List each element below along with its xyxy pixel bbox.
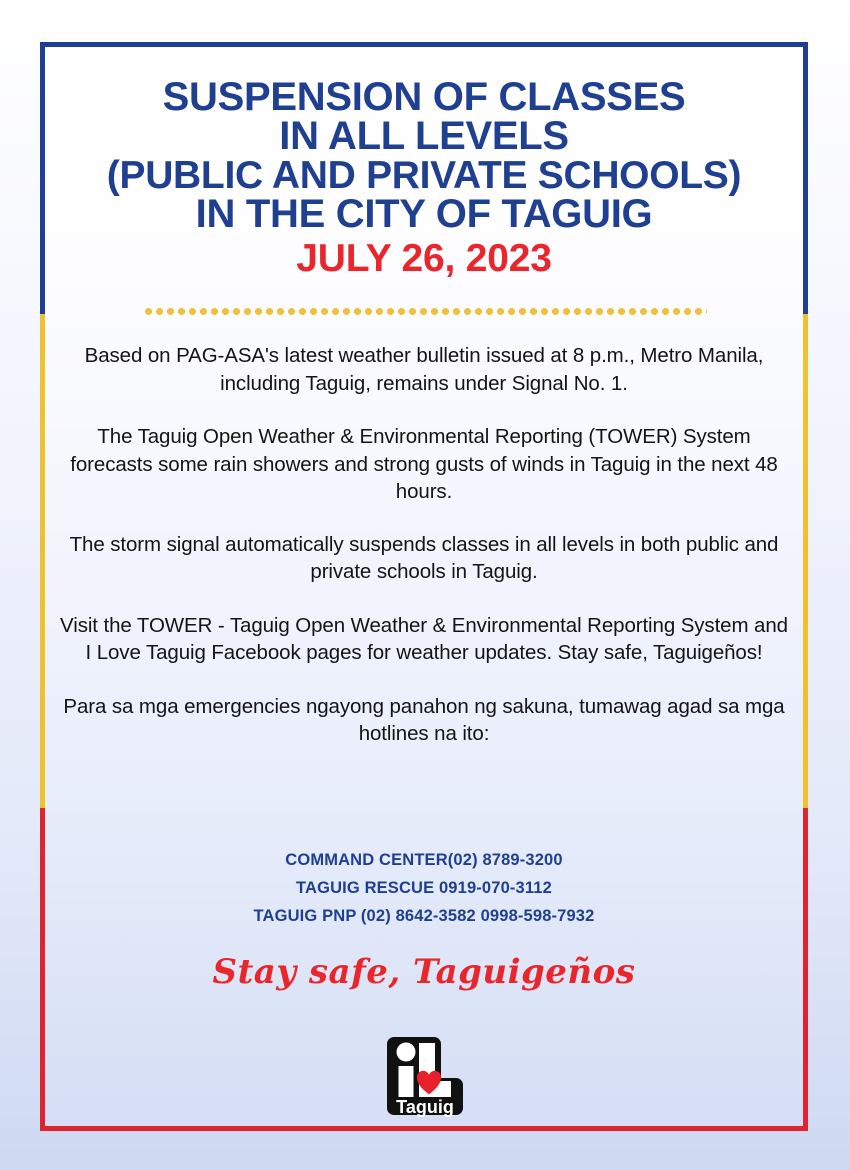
hotline-taguig-pnp[interactable]: TAGUIG PNP (02) 8642-3582 0998-598-7932 xyxy=(253,907,595,925)
i-love-taguig-logo xyxy=(385,1035,465,1121)
dotted-divider xyxy=(143,308,707,315)
border-right-yellow xyxy=(803,314,808,808)
title-date: JULY 26, 2023 xyxy=(296,237,552,280)
paragraph-emergency: Para sa mga emergencies ngayong panahon ng sakuna, tumawag agad sa mga hotlines na ito: xyxy=(63,694,785,745)
border-left-yellow xyxy=(40,314,45,808)
stay-safe-script: Stay safe, Taguigeños xyxy=(212,952,636,992)
border-right-blue xyxy=(803,42,808,314)
border-right-red xyxy=(803,808,808,1131)
paragraph-visit: Visit the TOWER - Taguig Open Weather & Environmental Reporting System and I Love Taguig Facebook pages for weather updates. Stay safe, Taguigeños! xyxy=(60,613,788,664)
border-top-blue xyxy=(40,42,808,47)
body-text xyxy=(55,342,793,748)
logo-wordmark: Taguig xyxy=(396,1097,454,1117)
title-line-3: (PUBLIC AND PRIVATE SCHOOLS) xyxy=(106,154,742,197)
hotline-command-center[interactable]: COMMAND CENTER(02) 8789-3200 xyxy=(285,851,563,869)
paragraph-tower: The Taguig Open Weather & Environmental Reporting (TOWER) System forecasts some rain showers and strong gusts of winds in Taguig in the next 48 hours. xyxy=(70,425,778,503)
hotline-list xyxy=(45,846,803,930)
i-love-taguig-logo-icon xyxy=(385,1035,465,1121)
paragraph-signal: Based on PAG-ASA's latest weather bulletin issued at 8 p.m., Metro Manila, including Taguig, remains under Signal No. 1. xyxy=(84,344,764,395)
paragraph-suspension: The storm signal automatically suspends classes in all levels in both public and private schools in Taguig. xyxy=(69,532,779,583)
page-title xyxy=(45,75,803,282)
title-line-1: SUSPENSION OF CLASSES xyxy=(162,75,686,119)
title-line-4: IN THE CITY OF TAGUIG xyxy=(195,192,653,236)
border-bottom-red xyxy=(40,1126,808,1131)
hotline-taguig-rescue[interactable]: TAGUIG RESCUE 0919-070-3112 xyxy=(296,879,552,897)
title-line-2: IN ALL LEVELS xyxy=(279,114,569,158)
